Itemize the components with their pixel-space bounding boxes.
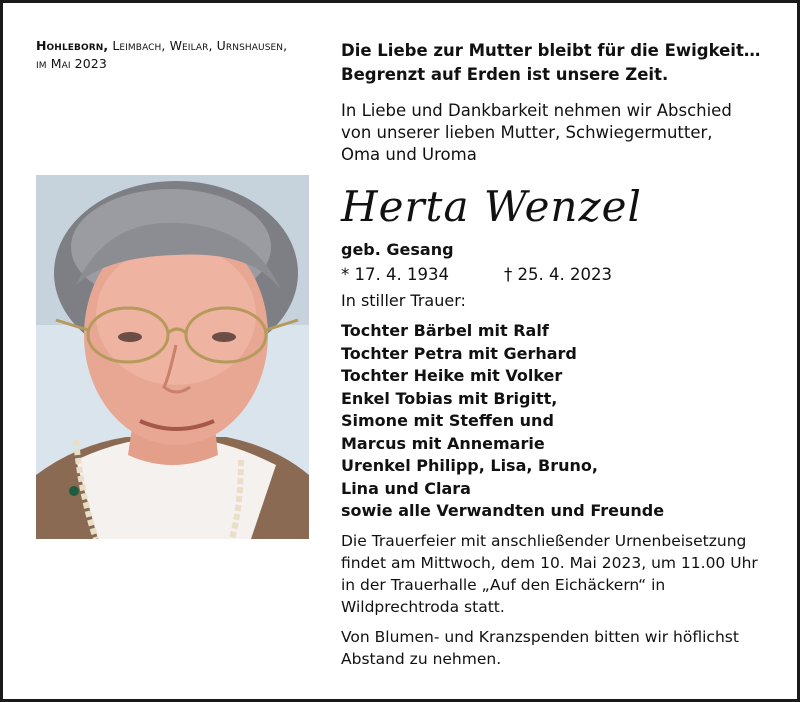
mourners-list — [341, 320, 781, 523]
farewell-intro — [341, 100, 781, 166]
location-main-place: Hohleborn, — [36, 38, 109, 53]
portrait-illustration — [36, 175, 309, 539]
motto-line-2: Begrenzt auf Erden ist unsere Zeit. — [341, 65, 669, 84]
mourner-line: Tochter Bärbel mit Ralf — [341, 321, 549, 340]
death-date: † 25. 4. 2023 — [504, 265, 612, 284]
flowers-request — [341, 626, 791, 670]
mourner-line: Simone mit Steffen und — [341, 411, 554, 430]
mourner-line: Urenkel Philipp, Lisa, Bruno, — [341, 456, 598, 475]
intro-line-1: In Liebe und Dankbarkeit nehmen wir Abschied — [341, 101, 732, 120]
mourner-line: sowie alle Verwandten und Freunde — [341, 501, 665, 520]
service-line-4: Wildprechtroda statt. — [341, 598, 505, 616]
mourner-line: Enkel Tobias mit Brigitt, — [341, 388, 558, 408]
life-dates — [341, 265, 781, 287]
maiden-name: geb. Gesang — [341, 240, 454, 259]
mourner-line: Marcus mit Annemarie — [341, 433, 545, 453]
funeral-service-info — [341, 530, 791, 618]
flowers-line-1: Von Blumen- und Kranzspenden bitten wir höflichst — [341, 628, 739, 646]
service-line-1: Die Trauerfeier mit anschließender Urnenbeisetzung — [341, 532, 747, 550]
location-date-line: im Mai 2023 — [36, 56, 107, 71]
mourner-line: Lina und Clara — [341, 478, 471, 498]
location-date — [36, 37, 316, 73]
motto-line-1: Die Liebe zur Mutter bleibt für die Ewigkeit… — [341, 41, 761, 60]
memorial-motto — [341, 39, 781, 87]
mourner-line: Tochter Petra mit Gerhard — [341, 343, 577, 363]
location-line-1 — [36, 37, 316, 55]
intro-line-3: Oma und Uroma — [341, 145, 477, 164]
intro-line-2: von unserer lieben Mutter, Schwiegermutter, — [341, 123, 713, 142]
mourning-intro: In stiller Trauer: — [341, 291, 466, 310]
deceased-name: Herta Wenzel — [341, 182, 642, 231]
portrait-photo — [36, 175, 309, 539]
location-other-places: Leimbach, Weilar, Urnshausen, — [108, 38, 288, 53]
mourner-line: Tochter Heike mit Volker — [341, 366, 563, 385]
service-line-3: in der Trauerhalle „Auf den Eichäckern“ in — [341, 576, 666, 594]
birth-date: * 17. 4. 1934 — [341, 265, 449, 284]
service-line-2: findet am Mittwoch, dem 10. Mai 2023, um 11.00 Uhr — [341, 554, 758, 572]
flowers-line-2: Abstand zu nehmen. — [341, 650, 502, 668]
